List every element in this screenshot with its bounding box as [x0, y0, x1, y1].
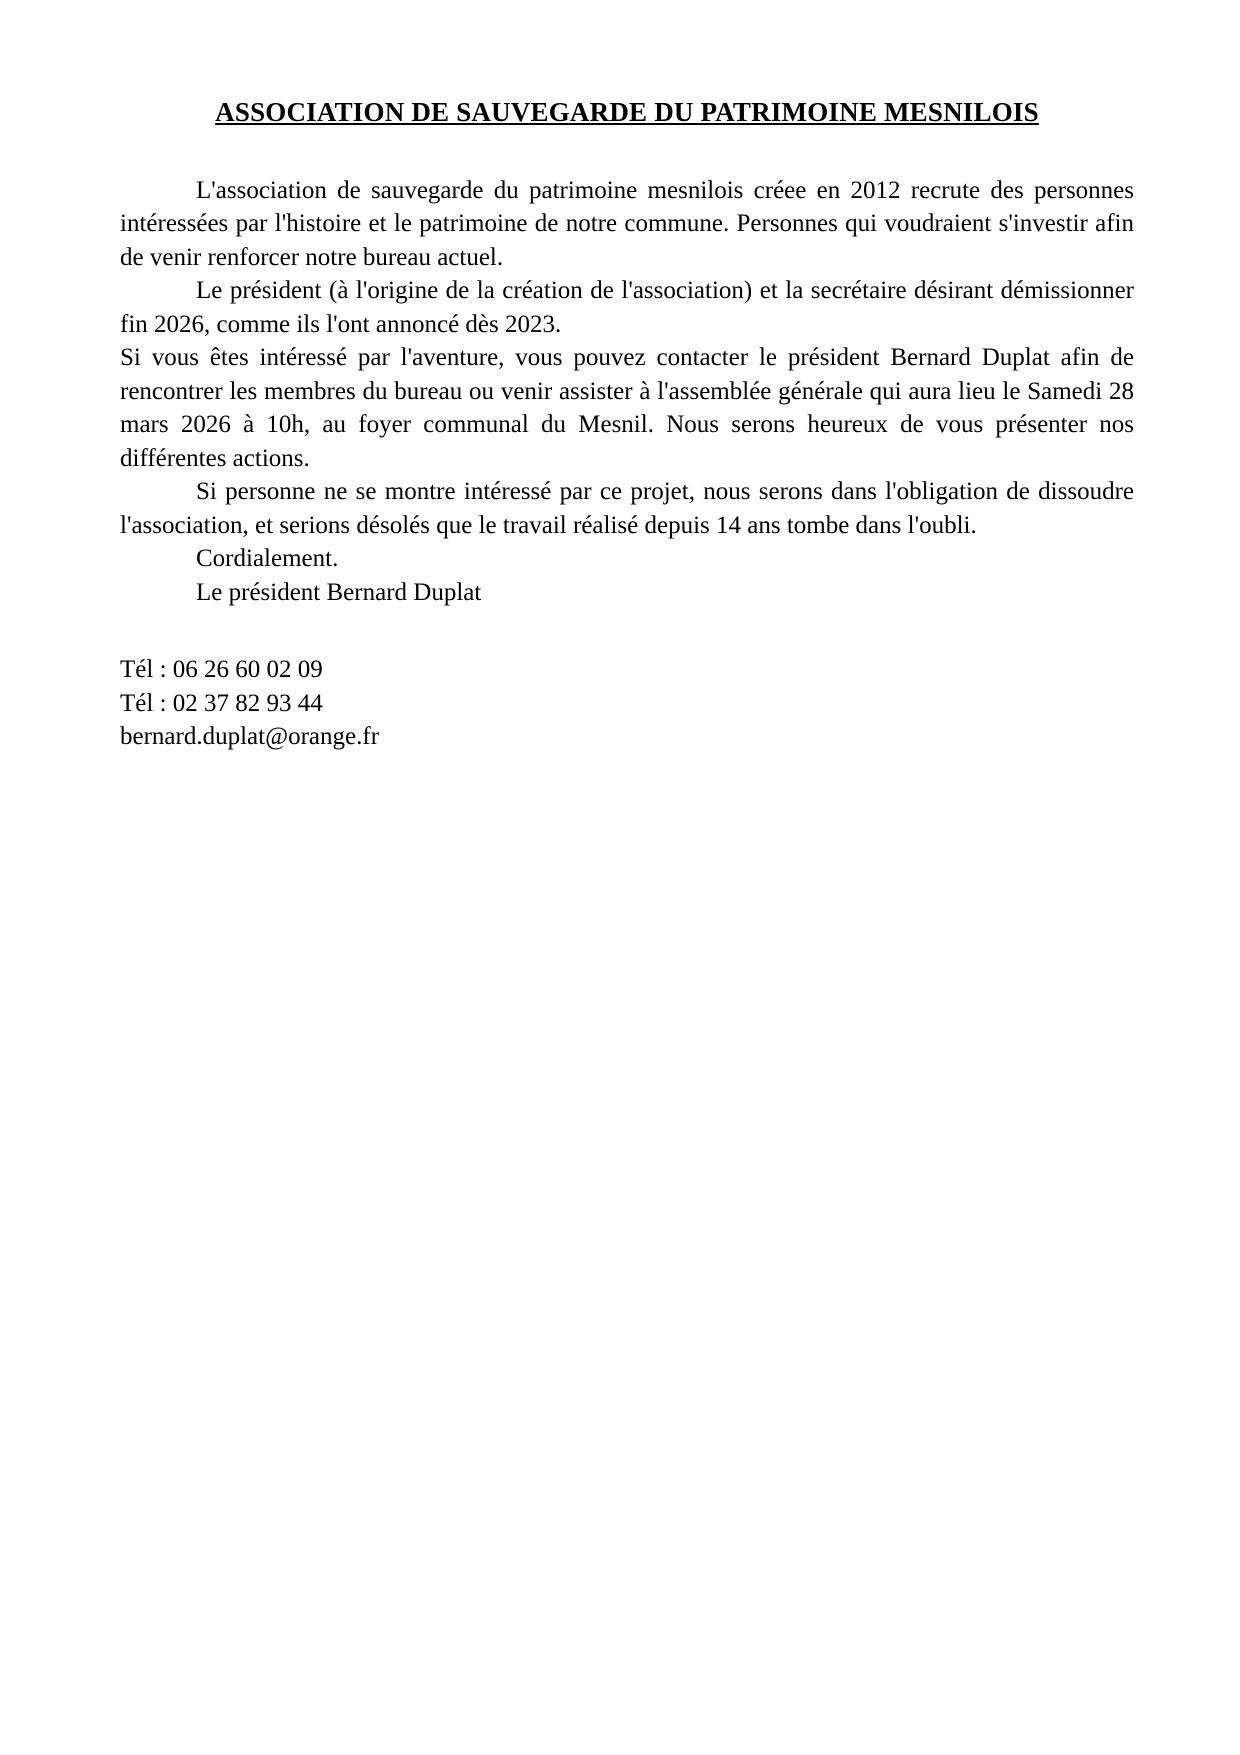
phone-line-1: Tél : 06 26 60 02 09 [120, 656, 323, 684]
paragraph-dissolution-warning: Si personne ne se montre intéressé par ce projet, nous serons dans l'obligation de dissoudre l'association, et serions désolés que le travail réalisé depuis 14 ans tombe dans l'oubli. [120, 478, 1134, 539]
phone-line-2: Tél : 02 37 82 93 44 [120, 689, 323, 717]
closing-block [120, 542, 1134, 609]
document-title: ASSOCIATION DE SAUVEGARDE DU PATRIMOINE MESNILOIS [215, 97, 1039, 127]
closing-salutation: Cordialement. [196, 545, 339, 573]
paragraph-president-resignation: Le président (à l'origine de la création de l'association) et la secrétaire désirant démissionner fin 2026, comme ils l'ont annoncé dès 2023. [120, 277, 1134, 338]
email-line: bernard.duplat@orange.fr [120, 723, 380, 751]
contact-block [120, 653, 1134, 754]
closing-signature: Le président Bernard Duplat [196, 578, 482, 606]
paragraph-contact-invitation: Si vous êtes intéressé par l'aventure, vous pouvez contacter le président Bernard Duplat afin de rencontrer les membres du bureau ou venir assister à l'assemblée générale qui aura lieu le Samedi 28 mars 2026 à 10h, au foyer communal du Mesnil. Nous serons heureux de vous présenter nos différentes actions. [120, 344, 1134, 472]
paragraph-intro: L'association de sauvegarde du patrimoine mesnilois créee en 2012 recrute des personnes intéressées par l'histoire et le patrimoine de notre commune. Personnes qui voudraient s'investir afin de venir renforcer notre bureau actuel. [120, 176, 1134, 271]
